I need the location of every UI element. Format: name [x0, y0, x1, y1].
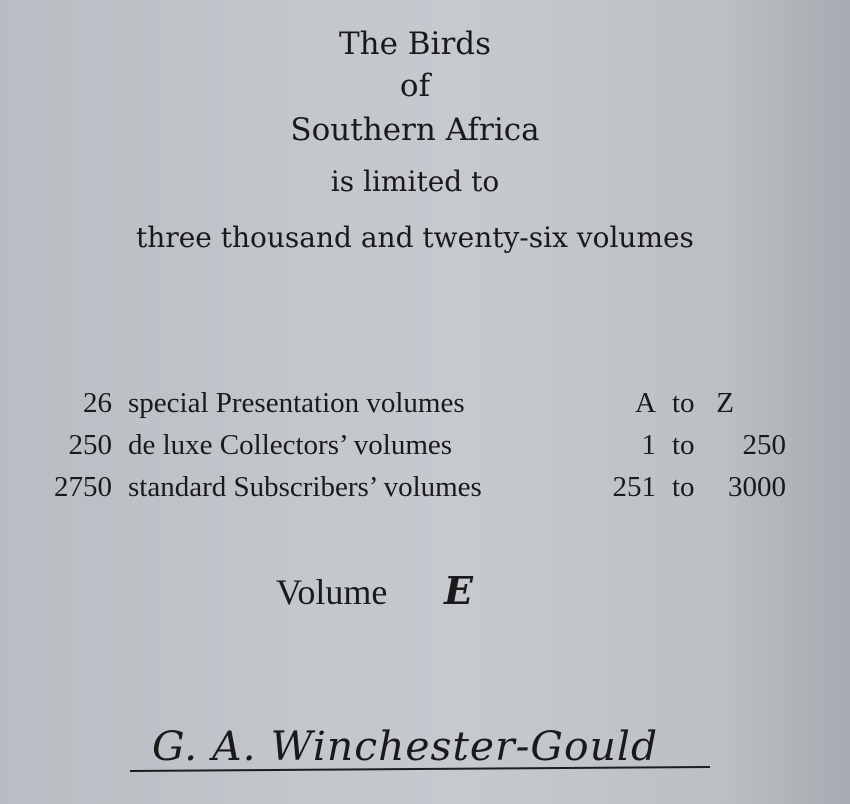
- edition-range-start: 251: [612, 471, 656, 503]
- edition-description: special Presentation volumes: [128, 387, 465, 419]
- volume-letter-handwritten: E: [444, 568, 473, 613]
- edition-count: 2750: [54, 471, 112, 503]
- edition-row-collectors: [0, 424, 850, 466]
- edition-row-presentation: [0, 382, 850, 424]
- title-line-3: Southern Africa: [290, 112, 540, 148]
- limitation-statement: is limited to: [330, 165, 500, 198]
- edition-description: de luxe Collectors’ volumes: [128, 429, 453, 461]
- edition-range-end: 250: [742, 429, 786, 461]
- edition-count: 26: [83, 387, 112, 419]
- title-line-2: of: [399, 68, 431, 104]
- edition-range-to: to: [672, 387, 695, 419]
- title-line-1: The Birds: [338, 26, 492, 62]
- signature: G. A. Winchester-Gould: [152, 724, 659, 770]
- edition-range-end: 3000: [728, 471, 786, 503]
- edition-range-to: to: [672, 429, 695, 461]
- edition-description: standard Subscribers’ volumes: [128, 471, 482, 503]
- edition-row-subscribers: [0, 466, 850, 508]
- edition-range-start: A: [635, 387, 656, 419]
- edition-count: 250: [68, 429, 112, 461]
- edition-range-start: 1: [641, 429, 656, 461]
- edition-range-to: to: [672, 471, 695, 503]
- edition-range-end: Z: [716, 387, 734, 419]
- limitation-total: three thousand and twenty-six volumes: [136, 221, 694, 254]
- volume-label: Volume: [276, 572, 388, 612]
- edition-table: [0, 382, 850, 508]
